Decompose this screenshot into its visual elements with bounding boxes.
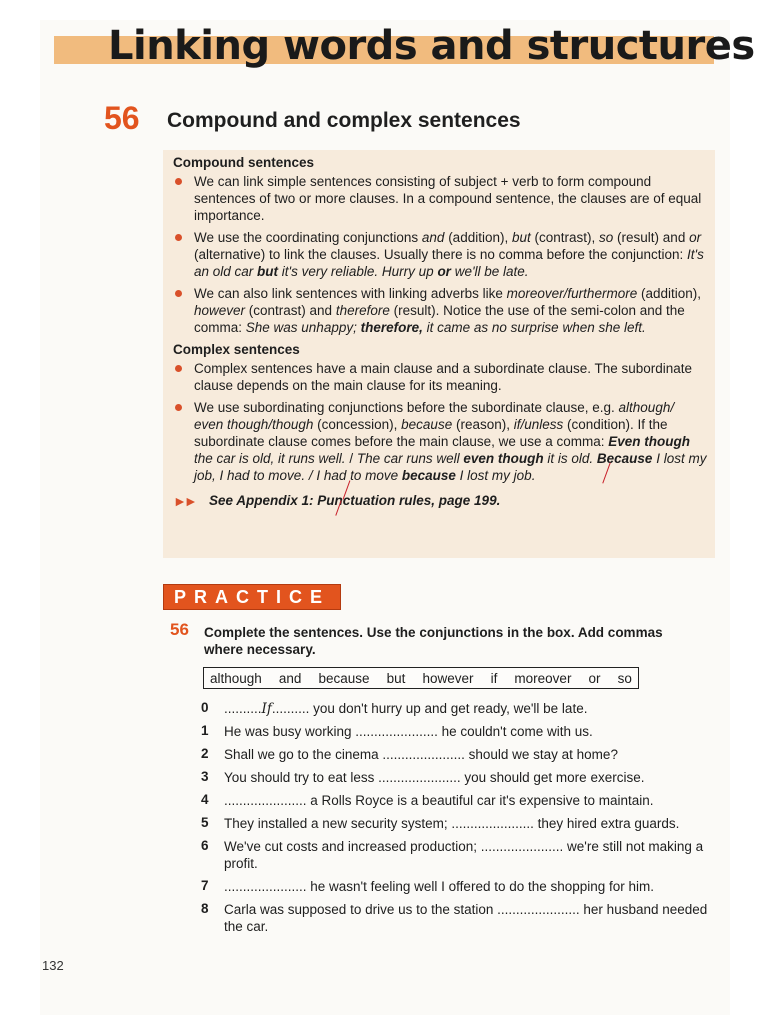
practice-label: PRACTICE: [163, 584, 341, 610]
bullet-icon: [175, 404, 182, 411]
exercise-instruction: Complete the sentences. Use the conjunctions in the box. Add commas where necessary.: [204, 625, 663, 657]
box-word: so: [617, 670, 632, 686]
compound-rules-list: [173, 173, 707, 336]
unit-number: 56: [104, 100, 140, 136]
item-number: 8: [201, 901, 209, 916]
item-number: 2: [201, 746, 209, 761]
exercise-item-0: ..........If.......... you don't hurry up and get ready, we'll be late.: [224, 701, 588, 717]
exercise-item-5: They installed a new security system; ...................... they hired extra guards.: [224, 816, 680, 831]
exercise-item-6: We've cut costs and increased production; ...................... we're still not making a profit.: [224, 839, 704, 871]
complex-rule-1: Complex sentences have a main clause and a subordinate clause. The subordinate clause depends on the main clause for its meaning.: [173, 360, 707, 394]
item-number: 3: [201, 769, 209, 784]
exercise-item-1: He was busy working ...................... he couldn't come with us.: [224, 724, 593, 739]
item-number: 1: [201, 723, 209, 738]
double-arrow-icon: ►►: [173, 493, 195, 509]
box-word: or: [588, 670, 601, 686]
example-answer: If: [261, 701, 272, 717]
exercise-item-3: You should try to eat less ...................... you should get more exercise.: [224, 770, 645, 785]
item-number: 6: [201, 838, 209, 853]
complex-rule-2: We use subordinating conjunctions before the subordinate clause, e.g. although/ even though/though (concession), because (reason), if/unless (condition). If the subordinate clause comes before the main clause, we use a comma: Even though the car is old, it runs well. / The car runs well even though it is old. Because I lost my job, I had to move. / I had to move because I lost my job.: [173, 399, 707, 484]
conjunctions-box: [203, 667, 639, 689]
unit-title: Compound and complex sentences: [167, 109, 521, 132]
compound-rule-3: We can also link sentences with linking adverbs like moreover/furthermore (addition), however (contrast) and therefore (result). Notice the use of the semi-colon and the comma: She was unhappy; therefore, it came as no surprise when she left.: [173, 285, 707, 336]
box-word: however: [422, 670, 474, 686]
bullet-icon: [175, 178, 182, 185]
exercise-item-4: ...................... a Rolls Royce is a beautiful car it's expensive to maintain.: [224, 793, 654, 808]
box-word: moreover: [514, 670, 572, 686]
exercise-number: 56: [170, 620, 189, 639]
complex-rules-list: [173, 360, 707, 484]
compound-heading: Compound sentences: [173, 155, 315, 170]
bullet-icon: [175, 234, 182, 241]
exercise-item-7: ...................... he wasn't feeling well I offered to do the shopping for him.: [224, 879, 655, 894]
exercise-item-8: Carla was supposed to drive us to the station ...................... her husband needed the car.: [224, 902, 708, 934]
item-number: 5: [201, 815, 209, 830]
page-title: Linking words and structures: [108, 23, 755, 69]
compound-rule-2: We use the coordinating conjunctions and (addition), but (contrast), so (result) and or (alternative) to link the clauses. Usually there is no comma before the conjunction: It's an old car but it's very reliable. Hurry up or we'll be late.: [173, 229, 707, 280]
page-number: 132: [42, 958, 64, 973]
item-number: 0: [201, 700, 209, 715]
bullet-icon: [175, 365, 182, 372]
item-number: 4: [201, 792, 209, 807]
see-appendix-text: See Appendix 1: Punctuation rules, page 199.: [209, 493, 501, 508]
box-word: because: [318, 670, 370, 686]
bullet-icon: [175, 290, 182, 297]
box-word: and: [278, 670, 302, 686]
compound-rule-1: We can link simple sentences consisting of subject + verb to form compound sentences of two or more clauses. In a compound sentence, the clauses are of equal importance.: [173, 173, 707, 224]
box-word: but: [386, 670, 406, 686]
item-number: 7: [201, 878, 209, 893]
complex-heading: Complex sentences: [173, 342, 300, 357]
see-appendix-reference: [173, 492, 707, 510]
box-word: although: [210, 670, 262, 686]
box-word: if: [490, 670, 498, 686]
grammar-rules-box: [163, 150, 715, 558]
exercise-item-2: Shall we go to the cinema ...................... should we stay at home?: [224, 747, 618, 762]
